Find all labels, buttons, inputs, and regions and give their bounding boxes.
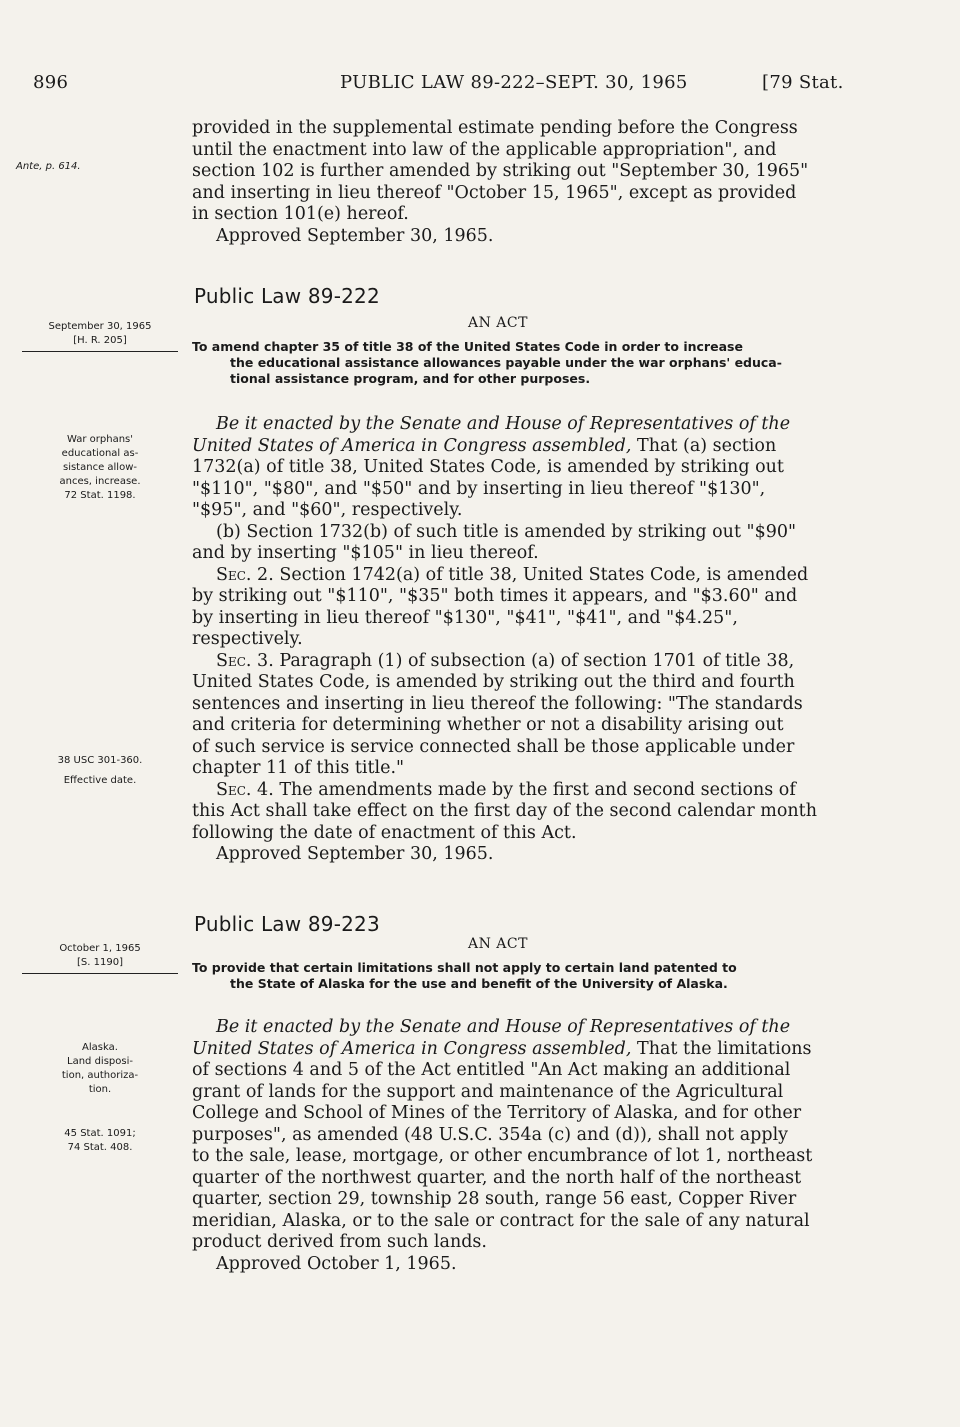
margin-line: 72 Stat. 1198.	[64, 490, 136, 501]
continuation-text	[192, 118, 852, 247]
margin-bill-number: [H. R. 205]	[73, 335, 127, 346]
text-line: meridian, Alaska, or to the sale or contract for the sale of any natural	[192, 1210, 810, 1231]
margin-line: 45 Stat. 1091;	[64, 1128, 136, 1139]
section-1-text: That (a) section	[637, 435, 777, 456]
text-line: section 102 is further amended by striking out "September 30, 1965"	[192, 161, 809, 181]
text-line: and criteria for determining whether or not a disability arising out	[192, 715, 784, 735]
margin-line: tion, authoriza-	[61, 1070, 139, 1081]
text-line	[192, 651, 852, 673]
approval-line: Approved October 1, 1965.	[216, 1253, 457, 1274]
law-223-body	[192, 1017, 852, 1275]
law-223-margin-date	[22, 942, 178, 974]
text-line: until the enactment into law of the applicable appropriation", and	[192, 139, 777, 160]
text-line	[192, 780, 852, 802]
text-line: product derived from such lands.	[192, 1232, 487, 1252]
text-line: provided in the supplemental estimate pending before the Congress	[192, 118, 798, 138]
text-line: "$95", and "$60", respectively.	[192, 500, 463, 520]
law-222-an-act: AN ACT	[468, 315, 528, 331]
purpose-line: To amend chapter 35 of title 38 of the United States Code in order to increase	[192, 339, 743, 354]
margin-date-line: September 30, 1965	[48, 321, 152, 332]
text-line: sentences and inserting in lieu thereof the following: "The standards	[192, 693, 803, 714]
purpose-line: To provide that certain limitations shall not apply to certain land patented to	[192, 960, 737, 975]
text-line: United States Code, is amended by striking out the third and fourth	[192, 672, 795, 692]
margin-note-alaska	[20, 1041, 180, 1097]
text-line: this Act shall take effect on the first day of the second calendar month	[192, 801, 817, 821]
margin-date-line: October 1, 1965	[59, 943, 141, 954]
margin-line: tion.	[88, 1084, 112, 1095]
law-223-title: Public Law 89-223	[194, 912, 380, 936]
margin-line: 74 Stat. 408.	[67, 1142, 133, 1153]
text-line: of sections 4 and 5 of the Act entitled "An Act making an additional	[192, 1060, 791, 1080]
purpose-line: tional assistance program, and for other purposes.	[230, 371, 591, 386]
margin-line: Land disposi-	[67, 1056, 133, 1067]
text-line	[192, 1039, 852, 1061]
margin-note-usc: 38 USC 301-360.	[57, 755, 143, 766]
text-line: (b) Section 1732(b) of such title is amended by striking out "$90"	[216, 521, 797, 542]
margin-line: educational as-	[61, 448, 139, 459]
margin-line: ances, increase.	[59, 476, 141, 487]
text-line: by striking out "$110", "$35" both times it appears, and "$3.60" and	[192, 586, 798, 606]
text-line	[192, 565, 852, 587]
margin-line: Alaska.	[82, 1042, 118, 1053]
law-222-purpose	[192, 339, 852, 387]
law-222-body	[192, 414, 852, 866]
margin-bill-number: [S. 1190]	[77, 957, 123, 968]
section-label: Sec. 2.	[216, 564, 274, 585]
text-line: quarter, section 29, township 28 south, range 56 east, Copper River	[192, 1189, 797, 1209]
body-text: That the limitations	[637, 1038, 812, 1059]
approval-line: Approved September 30, 1965.	[216, 844, 494, 864]
section-4-text: The amendments made by the first and second sections of	[279, 779, 796, 800]
text-line: and inserting in lieu thereof "October 15, 1965", except as provided	[192, 182, 797, 203]
law-223-purpose	[192, 960, 852, 992]
text-line: purposes", as amended (48 U.S.C. 354a (c) and (d)), shall not apply	[192, 1124, 789, 1145]
law-223-an-act: AN ACT	[468, 936, 528, 952]
section-2-text: Section 1742(a) of title 38, United States Code, is amended	[279, 564, 809, 585]
margin-note-war-orphans	[20, 433, 180, 503]
margin-note-effective-date: Effective date.	[63, 775, 137, 786]
volume-reference: [79 Stat.	[762, 72, 844, 93]
text-line: following the date of enactment of this Act.	[192, 822, 577, 843]
text-line: College and School of Mines of the Territory of Alaska, and for other	[192, 1103, 802, 1123]
law-222-margin-date	[22, 320, 178, 352]
margin-line: War orphans'	[66, 434, 133, 445]
text-line: by inserting in lieu thereof "$130", "$41", "$41", and "$4.25",	[192, 607, 738, 628]
text-line: respectively.	[192, 629, 303, 649]
section-label: Sec. 4.	[216, 779, 274, 800]
enacting-clause: Be it enacted by the Senate and House of Representatives of the	[216, 414, 791, 434]
purpose-line: the educational assistance allowances payable under the war orphans' educa-	[230, 355, 782, 370]
section-label: Sec. 3.	[216, 650, 274, 671]
page-number: 896	[33, 72, 69, 93]
margin-note-ante: Ante, p. 614.	[16, 161, 81, 172]
enacting-clause: United States of America in Congress assembled,	[192, 435, 632, 456]
margin-note-stat	[20, 1127, 180, 1155]
enacting-clause: Be it enacted by the Senate and House of Representatives of the	[216, 1017, 791, 1037]
text-line: chapter 11 of this title."	[192, 758, 405, 778]
law-222-title: Public Law 89-222	[194, 284, 380, 308]
section-3-text: Paragraph (1) of subsection (a) of section 1701 of title 38,	[279, 650, 795, 671]
text-line: "$110", "$80", and "$50" and by inserting in lieu thereof "$130",	[192, 478, 766, 499]
purpose-line: the State of Alaska for the use and benefit of the University of Alaska.	[230, 976, 728, 991]
text-line	[192, 436, 852, 458]
text-line: to the sale, lease, mortgage, or other encumbrance of lot 1, northeast	[192, 1146, 813, 1166]
enacting-clause: United States of America in Congress assembled,	[192, 1038, 632, 1059]
text-line: quarter of the northwest quarter, and the north half of the northeast	[192, 1167, 802, 1188]
text-line: grant of lands for the support and maintenance of the Agricultural	[192, 1081, 784, 1102]
text-line: 1732(a) of title 38, United States Code, is amended by striking out	[192, 457, 784, 477]
text-line: in section 101(e) hereof.	[192, 204, 409, 224]
margin-line: sistance allow-	[62, 462, 137, 473]
approval-line: Approved September 30, 1965.	[216, 225, 494, 246]
text-line: and by inserting "$105" in lieu thereof.	[192, 543, 539, 563]
running-title: PUBLIC LAW 89-222–SEPT. 30, 1965	[340, 72, 688, 93]
text-line: of such service is service connected shall be those applicable under	[192, 736, 795, 757]
